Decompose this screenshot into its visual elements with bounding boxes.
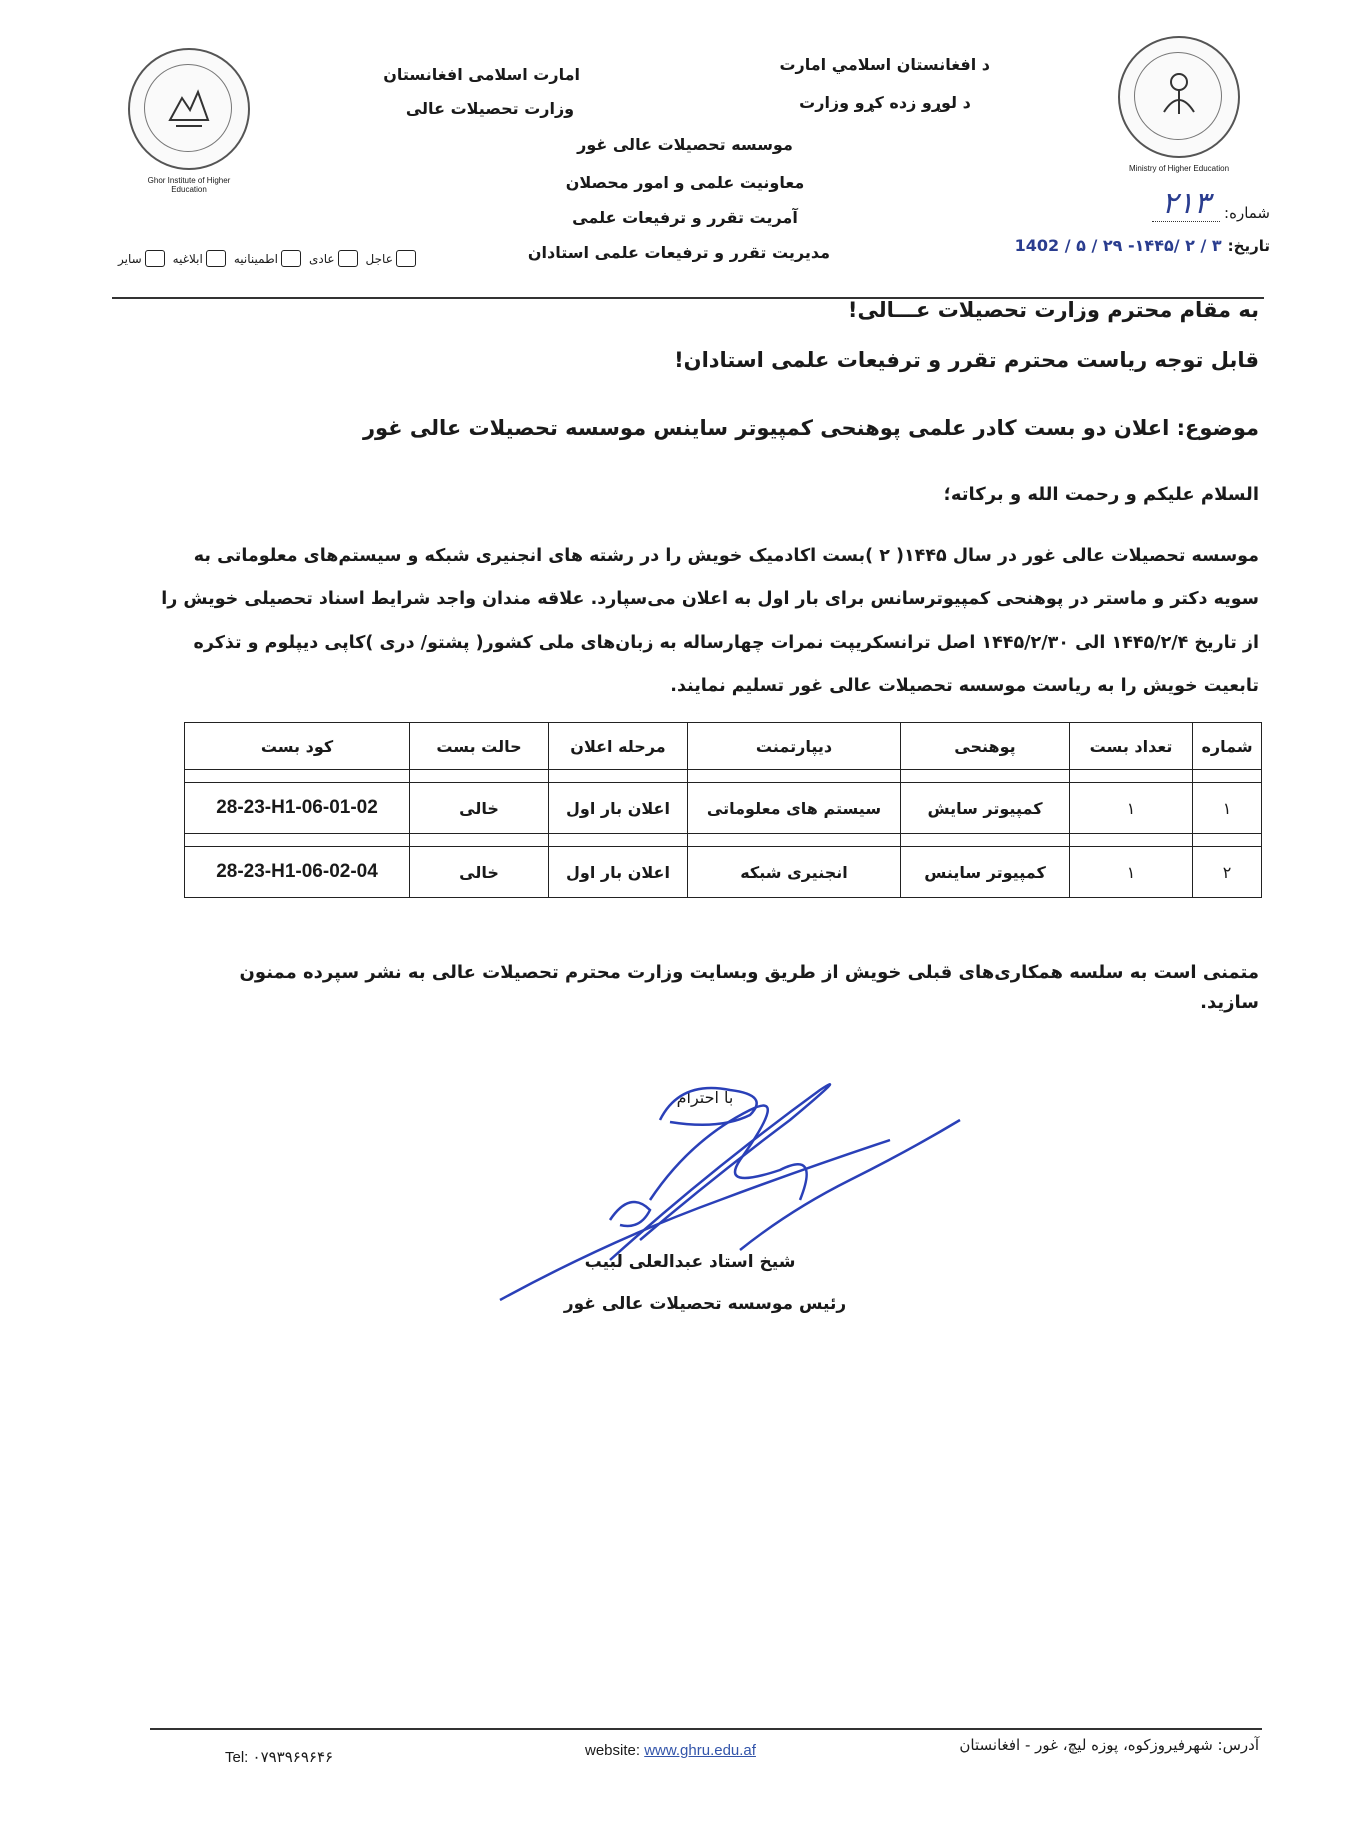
cell-status: خالی bbox=[410, 847, 549, 898]
col-stage: مرحله اعلان bbox=[549, 723, 688, 770]
col-department: دیپارتمنت bbox=[688, 723, 901, 770]
cell-stage: اعلان بار اول bbox=[549, 847, 688, 898]
priority-notification[interactable]: ابلاغیه bbox=[173, 250, 226, 267]
footer-address: آدرس: شهرفیروزکوه، پوزه لیچ، غور - افغانستان bbox=[959, 1736, 1259, 1754]
cell-faculty: کمپیوتر ساینس bbox=[901, 847, 1070, 898]
cell-stage: اعلان بار اول bbox=[549, 783, 688, 834]
priority-urgent[interactable]: عاجل bbox=[366, 250, 416, 267]
mountain-emblem-icon bbox=[166, 80, 212, 132]
col-status: حالت بست bbox=[410, 723, 549, 770]
header-institute: موسسه تحصیلات عالی غور bbox=[577, 135, 793, 154]
website-label: website: bbox=[585, 1742, 641, 1759]
cell-faculty: کمپیوتر سایش bbox=[901, 783, 1070, 834]
header-promotion-management: مدیریت تقرر و ترفیعات علمی استادان bbox=[527, 243, 830, 262]
footer-divider bbox=[150, 1728, 1262, 1730]
header-emirate-dari: امارت اسلامی افغانستان bbox=[383, 65, 580, 84]
seal-left-caption: Ghor Institute of Higher Education bbox=[147, 176, 231, 194]
greeting: السلام علیکم و رحمت الله و برکاته؛ bbox=[943, 484, 1259, 505]
institute-seal-left bbox=[128, 48, 250, 194]
addressee: به مقام محترم وزارت تحصیلات عـــالی! bbox=[847, 298, 1259, 322]
cell-department: انجنیری شبکه bbox=[688, 847, 901, 898]
regards: با احترام bbox=[676, 1088, 734, 1107]
cell-number: ۱ bbox=[1193, 783, 1262, 834]
ministry-emblem-icon bbox=[1156, 68, 1202, 120]
cell-status: خالی bbox=[410, 783, 549, 834]
number-label: شماره: bbox=[1224, 204, 1270, 222]
header-academic-deputy: معاونیت علمی و امور محصلان bbox=[565, 173, 805, 192]
body-line-4: تابعیت خویش را به ریاست موسسه تحصیلات عالی غور تسلیم نمایند. bbox=[670, 676, 1259, 696]
header-ministry-dari: وزارت تحصیلات عالی bbox=[405, 99, 575, 118]
header-promotion-directorate: آمریت تقرر و ترفیعات علمی bbox=[572, 208, 798, 227]
col-number: شماره bbox=[1193, 723, 1262, 770]
table-header-row bbox=[185, 723, 1262, 770]
col-faculty: پوهنحی bbox=[901, 723, 1070, 770]
table-row bbox=[185, 783, 1262, 834]
letter-number: ۲۱۳ bbox=[1152, 186, 1220, 222]
priority-confirmation[interactable]: اطمینانیه bbox=[234, 250, 301, 267]
closing-paragraph: متمنی است به سلسه همکاری‌های قبلی خویش از طریق وبسایت وزارت محترم تحصیلات عالی به نشر سپرده ممنون سازید. bbox=[239, 962, 1259, 1013]
cell-count: ۱ bbox=[1070, 783, 1193, 834]
posts-table bbox=[184, 722, 1262, 898]
body-line-2: سویه دکتر و ماستر در پوهنحی کمپیوترسانس برای بار اول به اعلان می‌سپارد. علاقه مندان واجد شرایط اسناد تحصیلی خویش را bbox=[161, 589, 1259, 609]
signer-name: شیخ استاد عبدالعلی لبیب bbox=[584, 1252, 796, 1272]
cell-count: ۱ bbox=[1070, 847, 1193, 898]
priority-normal[interactable]: عادی bbox=[309, 250, 358, 267]
ministry-seal-right bbox=[1118, 36, 1240, 173]
checkbox-icon bbox=[281, 250, 301, 267]
letter-date-row bbox=[935, 236, 1270, 255]
priority-other[interactable]: سایر bbox=[118, 250, 165, 267]
table-row bbox=[185, 847, 1262, 898]
body-line-1: موسسه تحصیلات عالی غور در سال ۱۴۴۵( ۲ )بست اکادمیک خویش را در رشته های انجنیری شبکه و سیستم‌های معلوماتی به bbox=[193, 546, 1259, 566]
checkbox-icon bbox=[338, 250, 358, 267]
cell-code: 28-23-H1-06-02-04 bbox=[185, 847, 410, 898]
header-ministry-pashto: د لوړو زده کړو وزارت bbox=[799, 93, 971, 112]
seal-right-caption: Ministry of Higher Education bbox=[1128, 164, 1230, 173]
footer-tel: Tel: ۰۷۹۳۹۶۹۶۴۶ bbox=[225, 1749, 334, 1766]
letter-number-row bbox=[1020, 186, 1270, 222]
body-line-3: از تاریخ ۱۴۴۵/۲/۴ الی ۱۴۴۵/۲/۳۰ اصل ترانسکریپت نمرات چهارساله به زبان‌های ملی کشور( پشتو/ دری )کاپی دیپلوم و تذکره bbox=[193, 633, 1259, 653]
date-label: تاریخ: bbox=[1227, 236, 1270, 255]
cell-code: 28-23-H1-06-01-02 bbox=[185, 783, 410, 834]
header-emirate-pashto: د افغانستان اسلامي امارت bbox=[779, 55, 990, 74]
website-link[interactable]: www.ghru.edu.af bbox=[644, 1742, 756, 1759]
table-spacer bbox=[185, 770, 1262, 783]
subject-line: موضوع: اعلان دو بست کادر علمی پوهنحی کمپیوتر ساینس موسسه تحصیلات عالی غور bbox=[362, 416, 1259, 440]
col-code: کود بست bbox=[185, 723, 410, 770]
col-count: تعداد بست bbox=[1070, 723, 1193, 770]
table-spacer bbox=[185, 834, 1262, 847]
attention-line: قابل توجه ریاست محترم تقرر و ترفیعات علمی استادان! bbox=[674, 348, 1259, 372]
checkbox-icon bbox=[396, 250, 416, 267]
checkbox-icon bbox=[145, 250, 165, 267]
checkbox-icon bbox=[206, 250, 226, 267]
priority-checkboxes bbox=[118, 250, 416, 267]
letter-date: ۳ / ۲ /۱۴۴۵- ۲۹ / ۵ / 1402 bbox=[1014, 236, 1222, 255]
cell-department: سیستم های معلوماتی bbox=[688, 783, 901, 834]
signer-title: رئیس موسسه تحصیلات عالی غور bbox=[563, 1294, 847, 1314]
footer-website bbox=[585, 1742, 756, 1759]
cell-number: ۲ bbox=[1193, 847, 1262, 898]
